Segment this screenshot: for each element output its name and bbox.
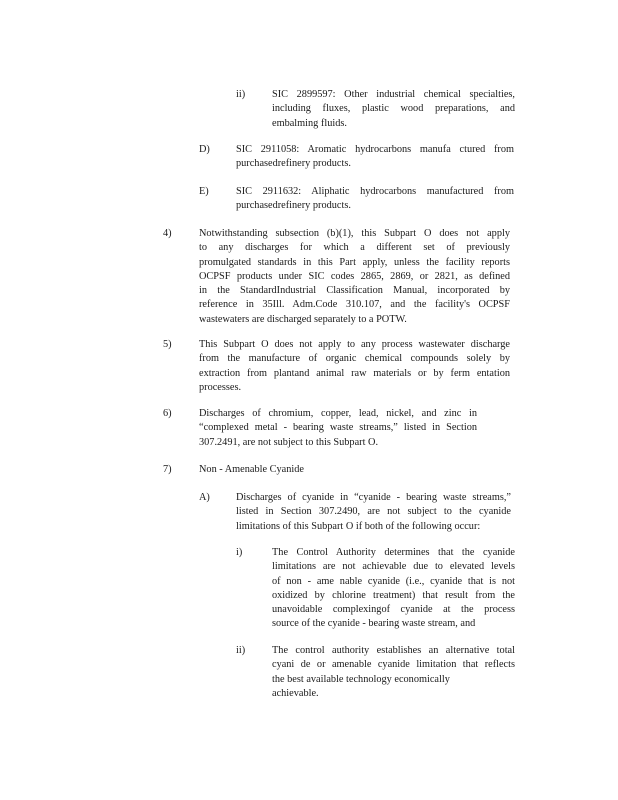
item-label: A): [199, 492, 210, 503]
item-text: [199, 227, 510, 327]
text-line: The Control Authority determines that the cyanide: [272, 547, 515, 558]
text-line: oxidized by chlorine treatment) that result from the: [272, 589, 515, 601]
item-text: [272, 88, 515, 131]
text-line: reference in 35Ill. Adm.Code 310.107, and the facility's OCPSF: [199, 299, 510, 311]
text-line: OCPSF products under SIC codes 2865, 2869, or 2821, as defined: [199, 270, 510, 282]
item-heading: [199, 463, 399, 477]
text-line: wastewaters are discharged separately to a POTW.: [199, 313, 407, 325]
text-line: This Subpart O does not apply to any process wastewater discharge: [199, 339, 510, 350]
text-line: promulgated standards in this Part apply, unless the facility reports: [199, 256, 510, 268]
item-text: [272, 546, 515, 632]
text-line: Discharges of cyanide in “cyanide - bearing waste streams,”: [236, 492, 511, 503]
item-label: D): [199, 144, 210, 155]
item-label: 4): [163, 228, 172, 239]
item-label: ii): [236, 89, 246, 100]
text-line: extraction from plantand animal raw materials or by ferm entation: [199, 367, 510, 379]
text-line: Discharges of chromium, copper, lead, nickel, and zinc in: [199, 408, 477, 419]
item-text: [199, 338, 510, 395]
item-label: 7): [163, 464, 172, 475]
item-text: [236, 143, 514, 172]
text-line: The control authority establishes an alternative total: [272, 645, 515, 656]
text-line: Notwithstanding subsection (b)(1), this Subpart O does not apply: [199, 228, 510, 239]
item-text: [236, 185, 514, 214]
item-label: 6): [163, 408, 172, 419]
text-line: 307.2491, are not subject to this Subpart O.: [199, 436, 379, 448]
text-line: in the StandardIndustrial Classification Manual, incorporated by: [199, 285, 510, 297]
text-line: SIC 2911058: Aromatic hydrocarbons manufa ctured from: [236, 144, 514, 155]
text-line: including fluxes, plastic wood preparations, and: [272, 103, 515, 115]
text-line: SIC 2911632: Aliphatic hydrocarbons manufactured from: [236, 186, 514, 197]
text-line: limitations are not achievable due to elevated levels: [272, 561, 515, 573]
item-text: [199, 407, 477, 450]
text-line: the best available technology economically: [272, 673, 450, 685]
item-label: ii): [236, 645, 246, 656]
item-label: 5): [163, 339, 172, 350]
text-line: achievable.: [272, 687, 319, 699]
text-line: unavoidable complexingof cyanide at the process: [272, 604, 515, 616]
text-line: “complexed metal - bearing waste streams,” listed in Section: [199, 422, 477, 434]
text-line: purchasedrefinery products.: [236, 158, 351, 170]
text-line: from the manufacture of organic chemical compounds solely by: [199, 353, 510, 365]
text-line: cyani de or amenable cyanide limitation that reflects: [272, 659, 515, 671]
item-label: i): [236, 547, 243, 558]
text-line: source of the cyanide - bearing waste stream, and: [272, 618, 476, 630]
item-text: [236, 491, 511, 534]
item-text: [272, 644, 515, 701]
text-line: embalming fluids.: [272, 117, 347, 129]
item-label: E): [199, 186, 209, 197]
text-line: listed in Section 307.2490, are not subject to the cyanide: [236, 506, 511, 518]
text-line: processes.: [199, 381, 242, 393]
text-line: Non - Amenable Cyanide: [199, 464, 304, 475]
text-line: purchasedrefinery products.: [236, 200, 351, 212]
text-line: limitations of this Subpart O if both of the following occur:: [236, 520, 481, 532]
text-line: of non - ame nable cyanide (i.e., cyanide that is not: [272, 575, 515, 587]
text-line: SIC 2899597: Other industrial chemical specialties,: [272, 89, 515, 100]
text-line: to any discharges for which a different set of previously: [199, 242, 510, 254]
